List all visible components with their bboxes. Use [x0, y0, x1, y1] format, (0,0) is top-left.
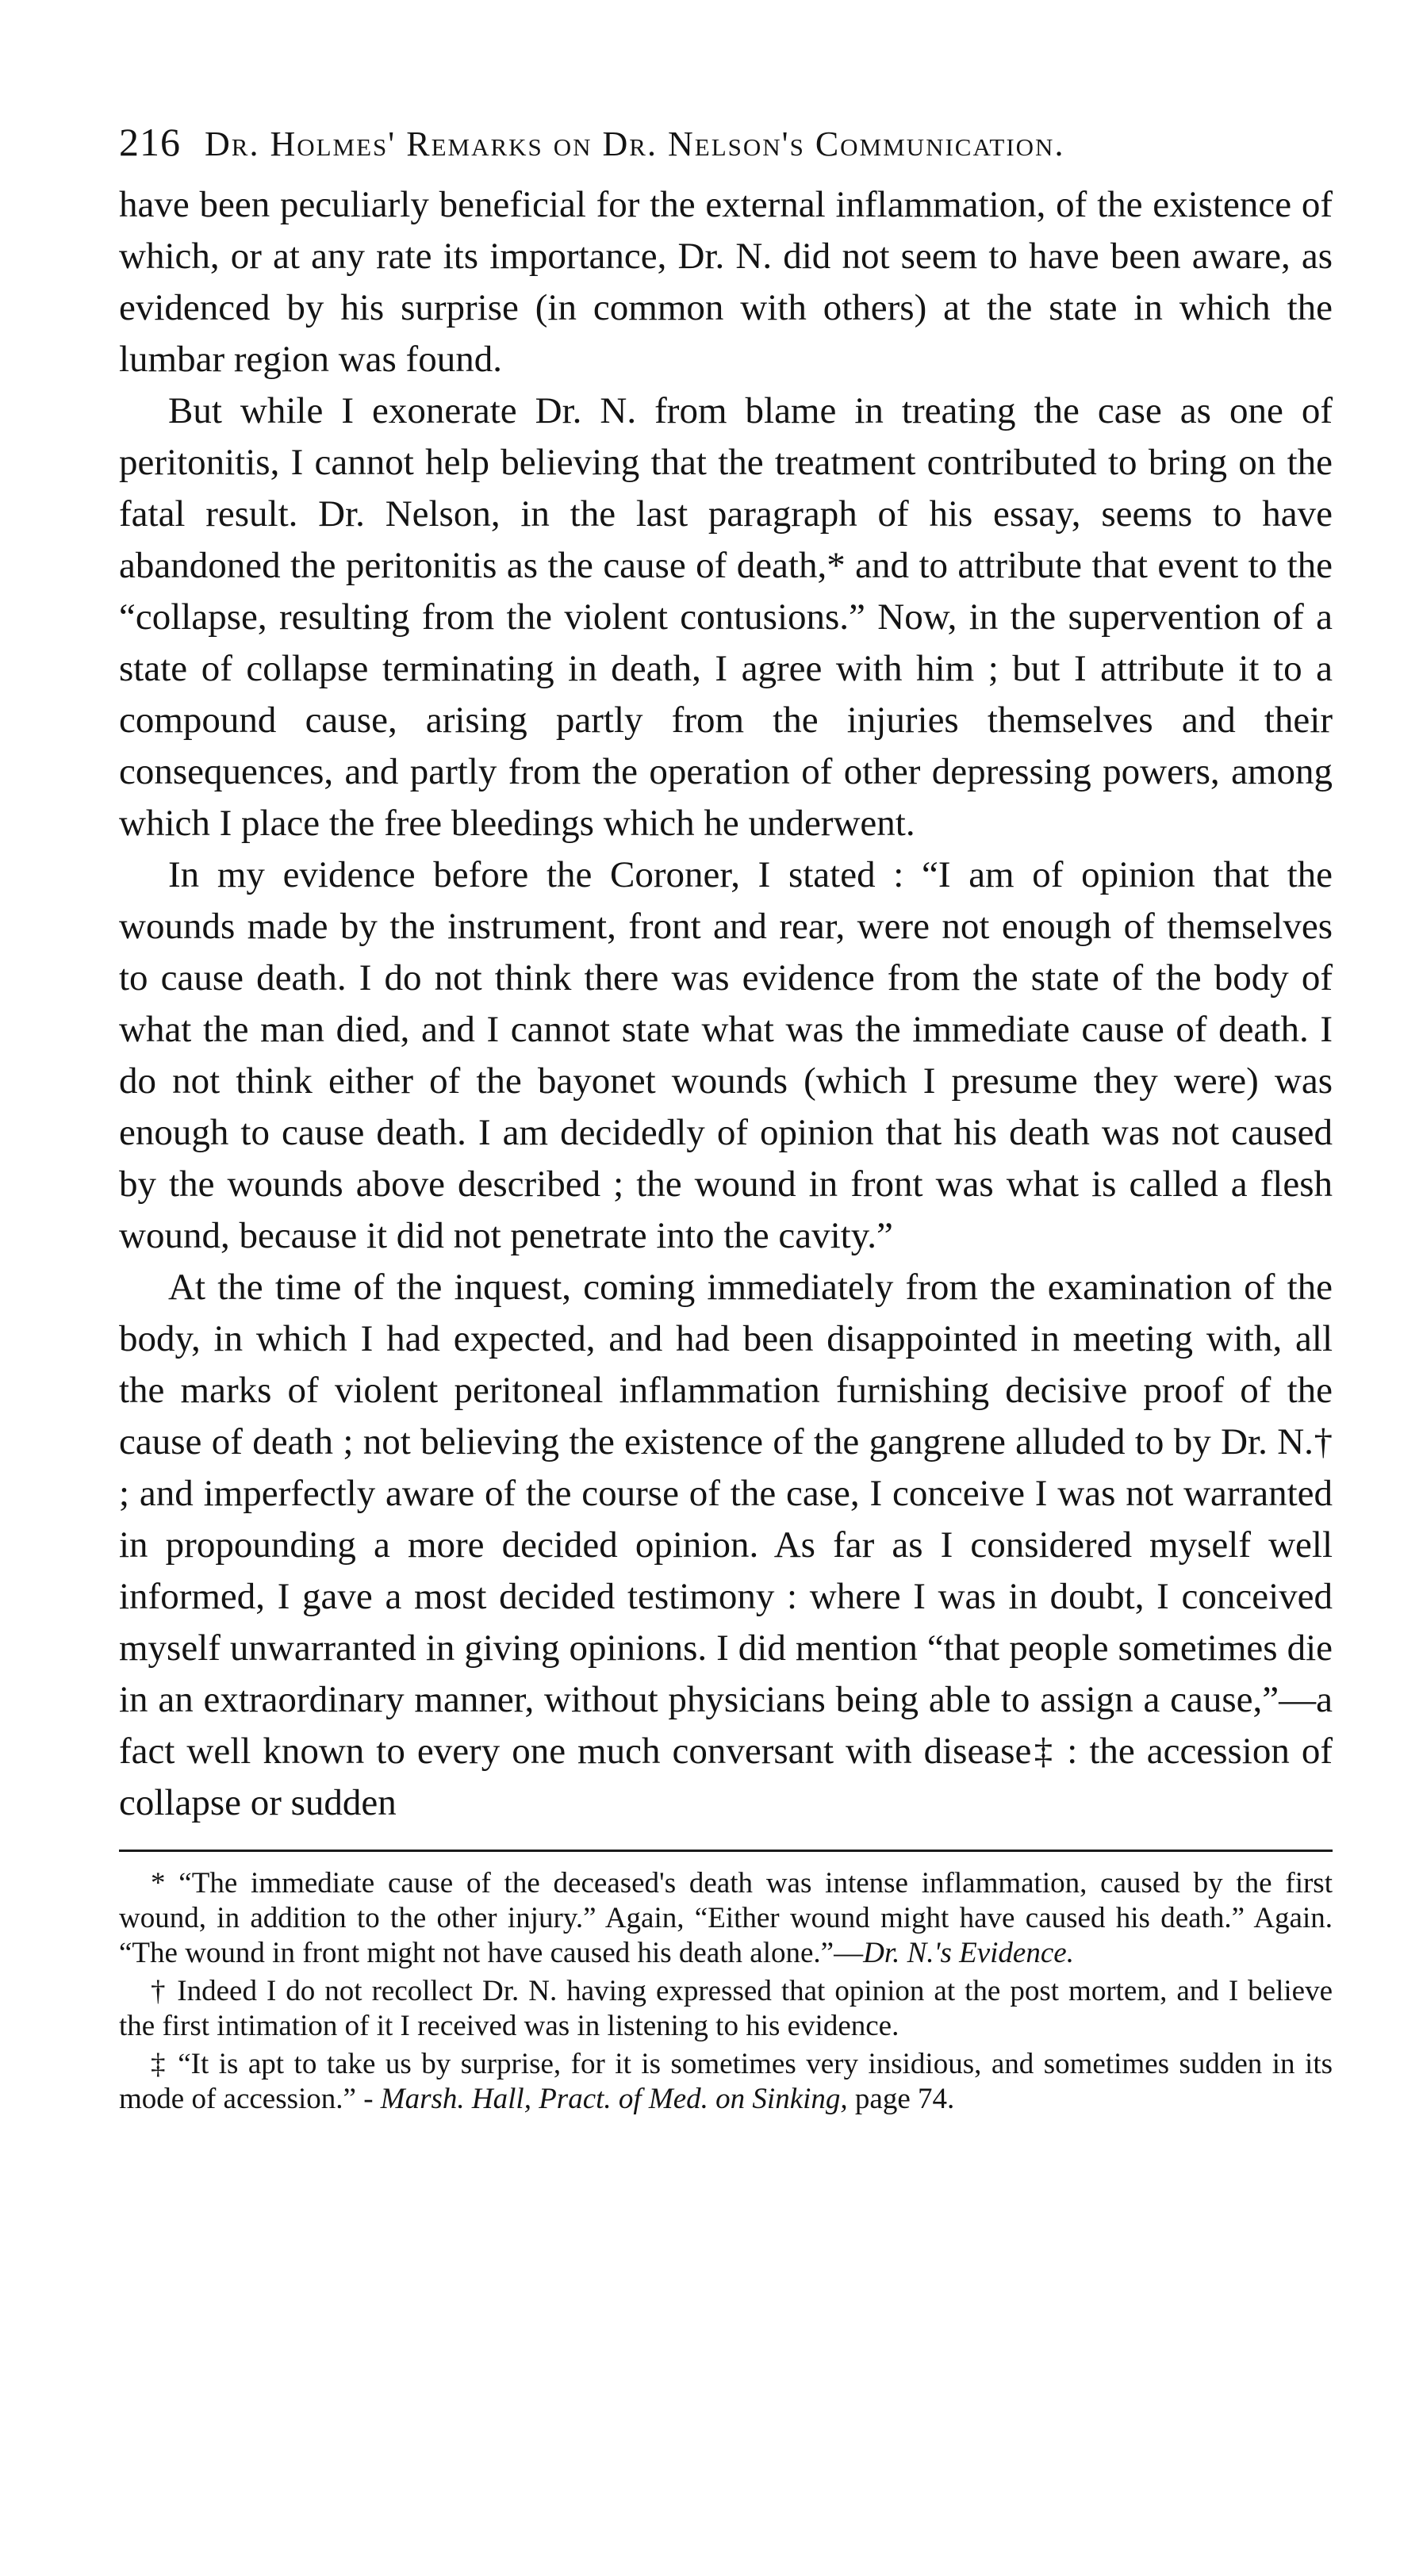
footnote-text: * “The immediate cause of the deceased's death was intense inflammation, caused by the first wound, in addition to the other injury.” Again, “Either wound might have caused his death.” Again. “The wound in front might not have caused his death alone.”— — [119, 1867, 1333, 1969]
footnote-page: page 74. — [847, 2083, 955, 2115]
paragraph: In my evidence before the Coroner, I stated : “I am of opinion that the wounds made by the instrument, front and rear, were not enough of themselves to cause death. I do not think there was evidence from the state of the body of what the man died, and I cannot state what was the immediate cause of death. I do not think either of the bayonet wounds (which I presume they were) was enough to cause death. I am decidedly of opinion that his death was not caused by the wounds above described ; the wound in front was what is called a flesh wound, because it did not penetrate into the cavity.” — [119, 854, 1333, 1256]
paragraph: have been peculiarly beneficial for the external inflammation, of the existence of which, or at any rate its importance, Dr. N. did not seem to have been aware, as evidenced by his surprise (in common with others) at the state in which the lumbar region was found. — [119, 184, 1333, 380]
footnote-divider — [119, 1850, 1333, 1852]
document-page — [119, 119, 1333, 2117]
footnote-text: ‡ “It is apt to take us by surprise, for it is sometimes very insidious, and sometimes sudden in its mode of accession.” - — [119, 2048, 1333, 2115]
footnote — [119, 2047, 1333, 2117]
footnote-text: † Indeed I do not recollect Dr. N. having expressed that opinion at the post mortem, and I believe the first intimation of it I received was in listening to his evidence. — [119, 1975, 1333, 2042]
footnote — [119, 1866, 1333, 1971]
running-head — [119, 119, 1333, 165]
paragraph: At the time of the inquest, coming immediately from the examination of the body, in which I had expected, and had been disappointed in meeting with, all the marks of violent peritoneal inflammation furnishing decisive proof of the cause of death ; not believing the existence of the gangrene alluded to by Dr. N.† ; and imperfectly aware of the course of the case, I conceive I was not warranted in propounding a more decided opinion. As far as I considered myself well informed, I gave a most decided testimony : where I was in doubt, I conceived myself unwarranted in giving opinions. I did mention “that people sometimes die in an extraordinary manner, without physicians being able to assign a cause,”—a fact well known to every one much conversant with disease‡ : the accession of collapse or sudden — [119, 1267, 1333, 1823]
footnote — [119, 1974, 1333, 2044]
footnotes — [119, 1866, 1333, 2117]
body-text — [119, 179, 1333, 1829]
footnote-source: Marsh. Hall, Pract. of Med. on Sinking, — [380, 2083, 848, 2115]
running-title: Dr. Holmes' Remarks on Dr. Nelson's Communication. — [205, 125, 1065, 163]
page-number: 216 — [119, 120, 181, 164]
paragraph: But while I exonerate Dr. N. from blame in treating the case as one of peritonitis, I cannot help believing that the treatment contributed to bring on the fatal result. Dr. Nelson, in the last paragraph of his essay, seems to have abandoned the peritonitis as the cause of death,* and to attribute that event to the “collapse, resulting from the violent contusions.” Now, in the supervention of a state of collapse terminating in death, I agree with him ; but I attribute it to a compound cause, arising partly from the injuries themselves and their consequences, and partly from the operation of other depressing powers, among which I place the free bleedings which he underwent. — [119, 390, 1333, 844]
footnote-source: Dr. N.'s Evidence. — [863, 1937, 1074, 1969]
